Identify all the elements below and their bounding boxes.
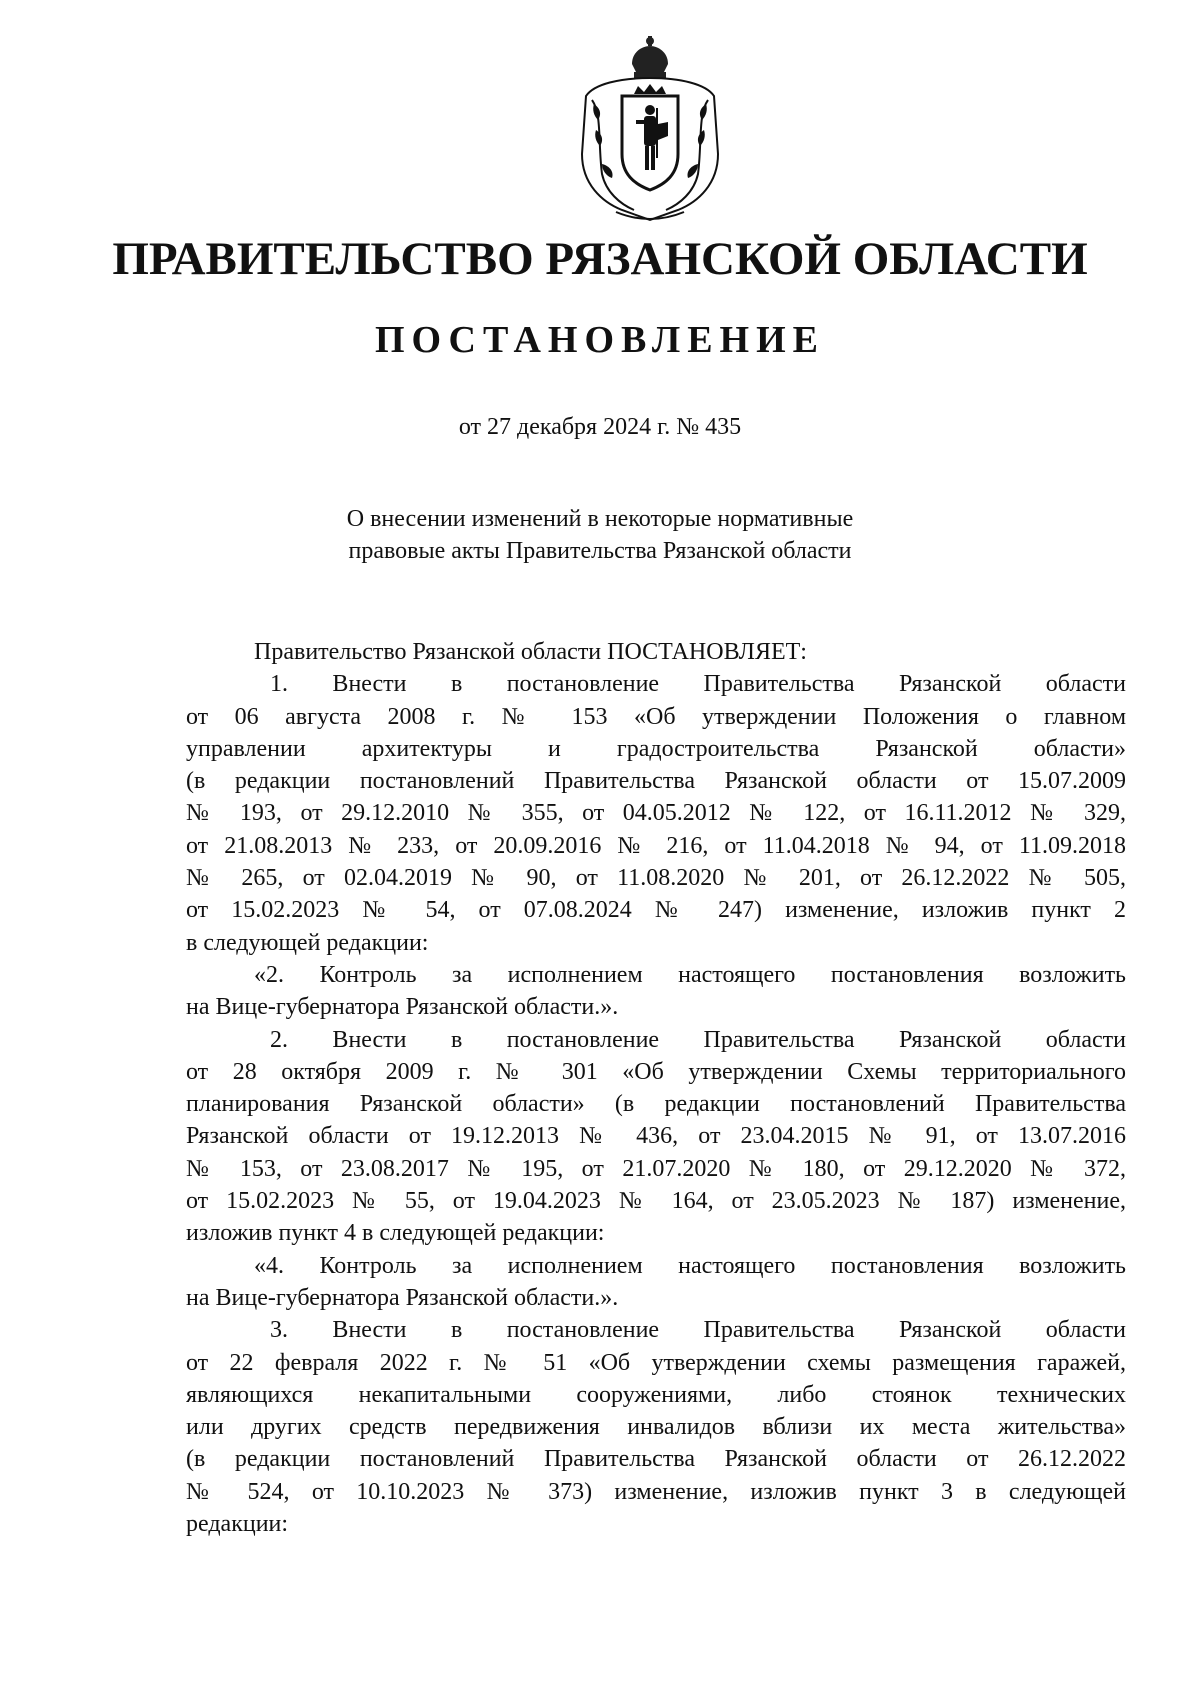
body-line: «2. Контроль за исполнением настоящего постановления возложить bbox=[254, 961, 1126, 988]
body-line: управлении архитектуры и градостроительства Рязанской области» bbox=[186, 735, 1126, 762]
body-line: от 22 февраля 2022 г. № 51 «Об утверждении схемы размещения гаражей, bbox=[186, 1349, 1126, 1376]
body-line: 3. Внести в постановление Правительства Рязанской области bbox=[270, 1317, 1126, 1344]
body-line: 1. Внести в постановление Правительства Рязанской области bbox=[270, 671, 1126, 698]
preamble: Правительство Рязанской области ПОСТАНОВЛЯЕТ: bbox=[254, 639, 807, 665]
document-body bbox=[186, 636, 1126, 1540]
body-line: от 15.02.2023 № 54, от 07.08.2024 № 247) изменение, изложив пункт 2 bbox=[186, 897, 1126, 924]
body-line: (в редакции постановлений Правительства Рязанской области от 15.07.2009 bbox=[186, 768, 1126, 795]
document-type: ПОСТАНОВЛЕНИЕ bbox=[374, 319, 826, 361]
body-line: в следующей редакции: bbox=[186, 929, 429, 956]
body-line: от 28 октября 2009 г. № 301 «Об утверждении Схемы территориального bbox=[186, 1058, 1126, 1085]
body-line: № 524, от 10.10.2023 № 373) изменение, изложив пункт 3 в следующей bbox=[186, 1478, 1126, 1505]
subject-line: правовые акты Правительства Рязанской области bbox=[348, 538, 852, 564]
body-line: «4. Контроль за исполнением настоящего постановления возложить bbox=[254, 1252, 1126, 1279]
body-line: Рязанской области от 19.12.2013 № 436, от 23.04.2015 № 91, от 13.07.2016 bbox=[186, 1123, 1126, 1150]
document-subject bbox=[0, 503, 1200, 567]
body-line: от 15.02.2023 № 55, от 19.04.2023 № 164, от 23.05.2023 № 187) изменение, bbox=[186, 1188, 1126, 1215]
body-line: от 06 августа 2008 г. № 153 «Об утверждении Положения о главном bbox=[186, 703, 1126, 730]
subject-line: О внесении изменений в некоторые нормативные bbox=[346, 506, 854, 532]
government-title: ПРАВИТЕЛЬСТВО РЯЗАНСКОЙ ОБЛАСТИ bbox=[112, 233, 1088, 285]
body-line: на Вице-губернатора Рязанской области.». bbox=[186, 994, 619, 1021]
body-line: № 265, от 02.04.2019 № 90, от 11.08.2020 № 201, от 26.12.2022 № 505, bbox=[186, 865, 1126, 892]
body-line: на Вице-губернатора Рязанской области.». bbox=[186, 1284, 619, 1311]
body-line: или других средств передвижения инвалидов вблизи их места жительства» bbox=[186, 1414, 1126, 1441]
document-date-number: от 27 декабря 2024 г. № 435 bbox=[458, 414, 742, 440]
body-line: № 153, от 23.08.2017 № 195, от 21.07.2020 № 180, от 29.12.2020 № 372, bbox=[186, 1155, 1126, 1182]
body-line: 2. Внести в постановление Правительства Рязанской области bbox=[270, 1026, 1126, 1053]
body-line: изложив пункт 4 в следующей редакции: bbox=[186, 1220, 605, 1247]
body-line: (в редакции постановлений Правительства Рязанской области от 26.12.2022 bbox=[186, 1446, 1126, 1473]
body-line: от 21.08.2013 № 233, от 20.09.2016 № 216, от 11.04.2018 № 94, от 11.09.2018 bbox=[186, 832, 1126, 859]
body-line: редакции: bbox=[186, 1511, 289, 1538]
body-line: планирования Рязанской области» (в редакции постановлений Правительства bbox=[186, 1091, 1126, 1118]
body-line: № 193, от 29.12.2010 № 355, от 04.05.2012 № 122, от 16.11.2012 № 329, bbox=[186, 800, 1126, 827]
body-line: являющихся некапитальными сооружениями, либо стоянок технических bbox=[186, 1381, 1126, 1408]
ryazan-coat-of-arms-icon bbox=[572, 34, 728, 224]
